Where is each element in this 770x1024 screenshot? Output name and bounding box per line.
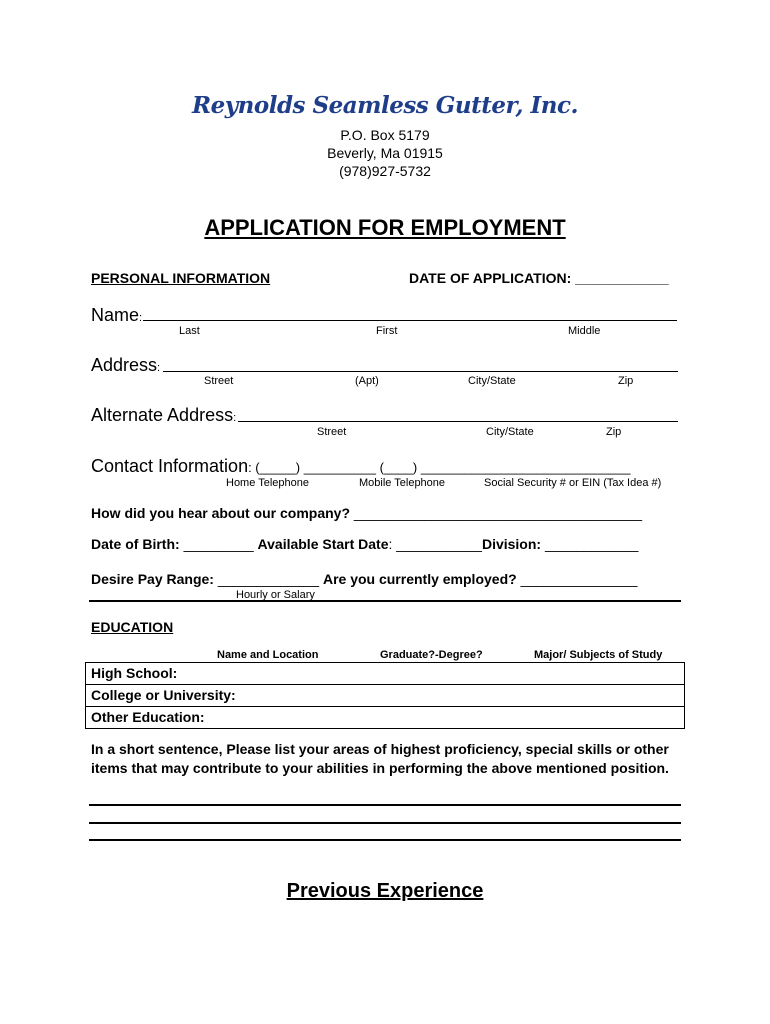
proficiency-line-2[interactable] (89, 822, 681, 824)
education-heading: EDUCATION (91, 619, 174, 635)
division-field[interactable]: ____________ (544, 536, 639, 552)
dob-row: Date of Birth: _________ Available Start Date: ___________Division: ____________ (91, 536, 639, 552)
section-divider (89, 600, 681, 602)
hear-about-field[interactable]: _____________________________________ (353, 505, 642, 521)
pay-range-field[interactable]: _____________ (217, 571, 323, 587)
name-label: Name: (91, 305, 143, 325)
education-table (85, 662, 685, 729)
previous-experience-heading: Previous Experience (286, 880, 484, 902)
proficiency-prompt: In a short sentence, Please list your areas of highest proficiency, special skills or other items that may contribute to your abilities in performing the above mentioned position. (91, 741, 669, 776)
company-city: Beverly, Ma 01915 (327, 145, 443, 161)
address-sub-apt: (Apt) (355, 375, 379, 387)
edu-row-high-school[interactable]: High School: (86, 663, 684, 685)
alt-address-sub-city-state: City/State (486, 426, 534, 438)
personal-info-heading: PERSONAL INFORMATION (91, 270, 271, 286)
currently-employed-field[interactable]: _______________ (520, 571, 638, 587)
contact-sub-mobile-telephone: Mobile Telephone (359, 477, 446, 489)
name-sub-first: First (376, 325, 398, 337)
edu-row-college[interactable]: College or University: (86, 685, 684, 707)
contact-sub-home-telephone: Home Telephone (226, 477, 309, 489)
company-phone: (978)927-5732 (339, 163, 431, 179)
start-date-field[interactable]: : ___________ (388, 536, 482, 552)
address-label: Address: (91, 355, 161, 375)
alt-address-sub-street: Street (317, 426, 347, 438)
edu-col-graduate-degree: Graduate?-Degree? (380, 649, 483, 661)
pay-sub-hourly-salary: Hourly or Salary (236, 589, 315, 601)
name-field[interactable] (143, 320, 677, 321)
alt-address-sub-zip: Zip (606, 426, 622, 438)
name-sub-middle: Middle (568, 325, 601, 337)
edu-col-name-location: Name and Location (217, 649, 319, 661)
address-sub-zip: Zip (618, 375, 634, 387)
proficiency-line-3[interactable] (89, 839, 681, 841)
company-po-box: P.O. Box 5179 (340, 127, 430, 143)
edu-row-other[interactable]: Other Education: (91, 709, 205, 725)
address-sub-street: Street (204, 375, 234, 387)
date-of-application-field[interactable]: DATE OF APPLICATION: ____________ (409, 270, 669, 286)
company-logo: Reynolds Seamless Gutter, Inc. (192, 92, 578, 119)
address-field[interactable] (163, 371, 678, 372)
name-sub-last: Last (179, 325, 200, 337)
edu-col-major: Major/ Subjects of Study (534, 649, 663, 661)
contact-label: Contact Information: (_____) __________ (____) _____________________________ (91, 456, 631, 476)
alt-address-field[interactable] (238, 421, 678, 422)
pay-row: Desire Pay Range: _____________ Are you currently employed? _______________ (91, 571, 638, 587)
alt-address-label: Alternate Address: (91, 405, 237, 425)
address-sub-city-state: City/State (468, 375, 516, 387)
hear-about-question: How did you hear about our company? _____________________________________ (91, 505, 642, 521)
form-title: APPLICATION FOR EMPLOYMENT (204, 215, 566, 240)
proficiency-line-1[interactable] (89, 804, 681, 806)
contact-sub-ssn: Social Security # or EIN (Tax Idea #) (484, 477, 662, 489)
dob-field[interactable]: _________ (183, 536, 258, 552)
contact-phone-fields[interactable]: : (_____) __________ (____) _____________________________ (248, 460, 631, 475)
